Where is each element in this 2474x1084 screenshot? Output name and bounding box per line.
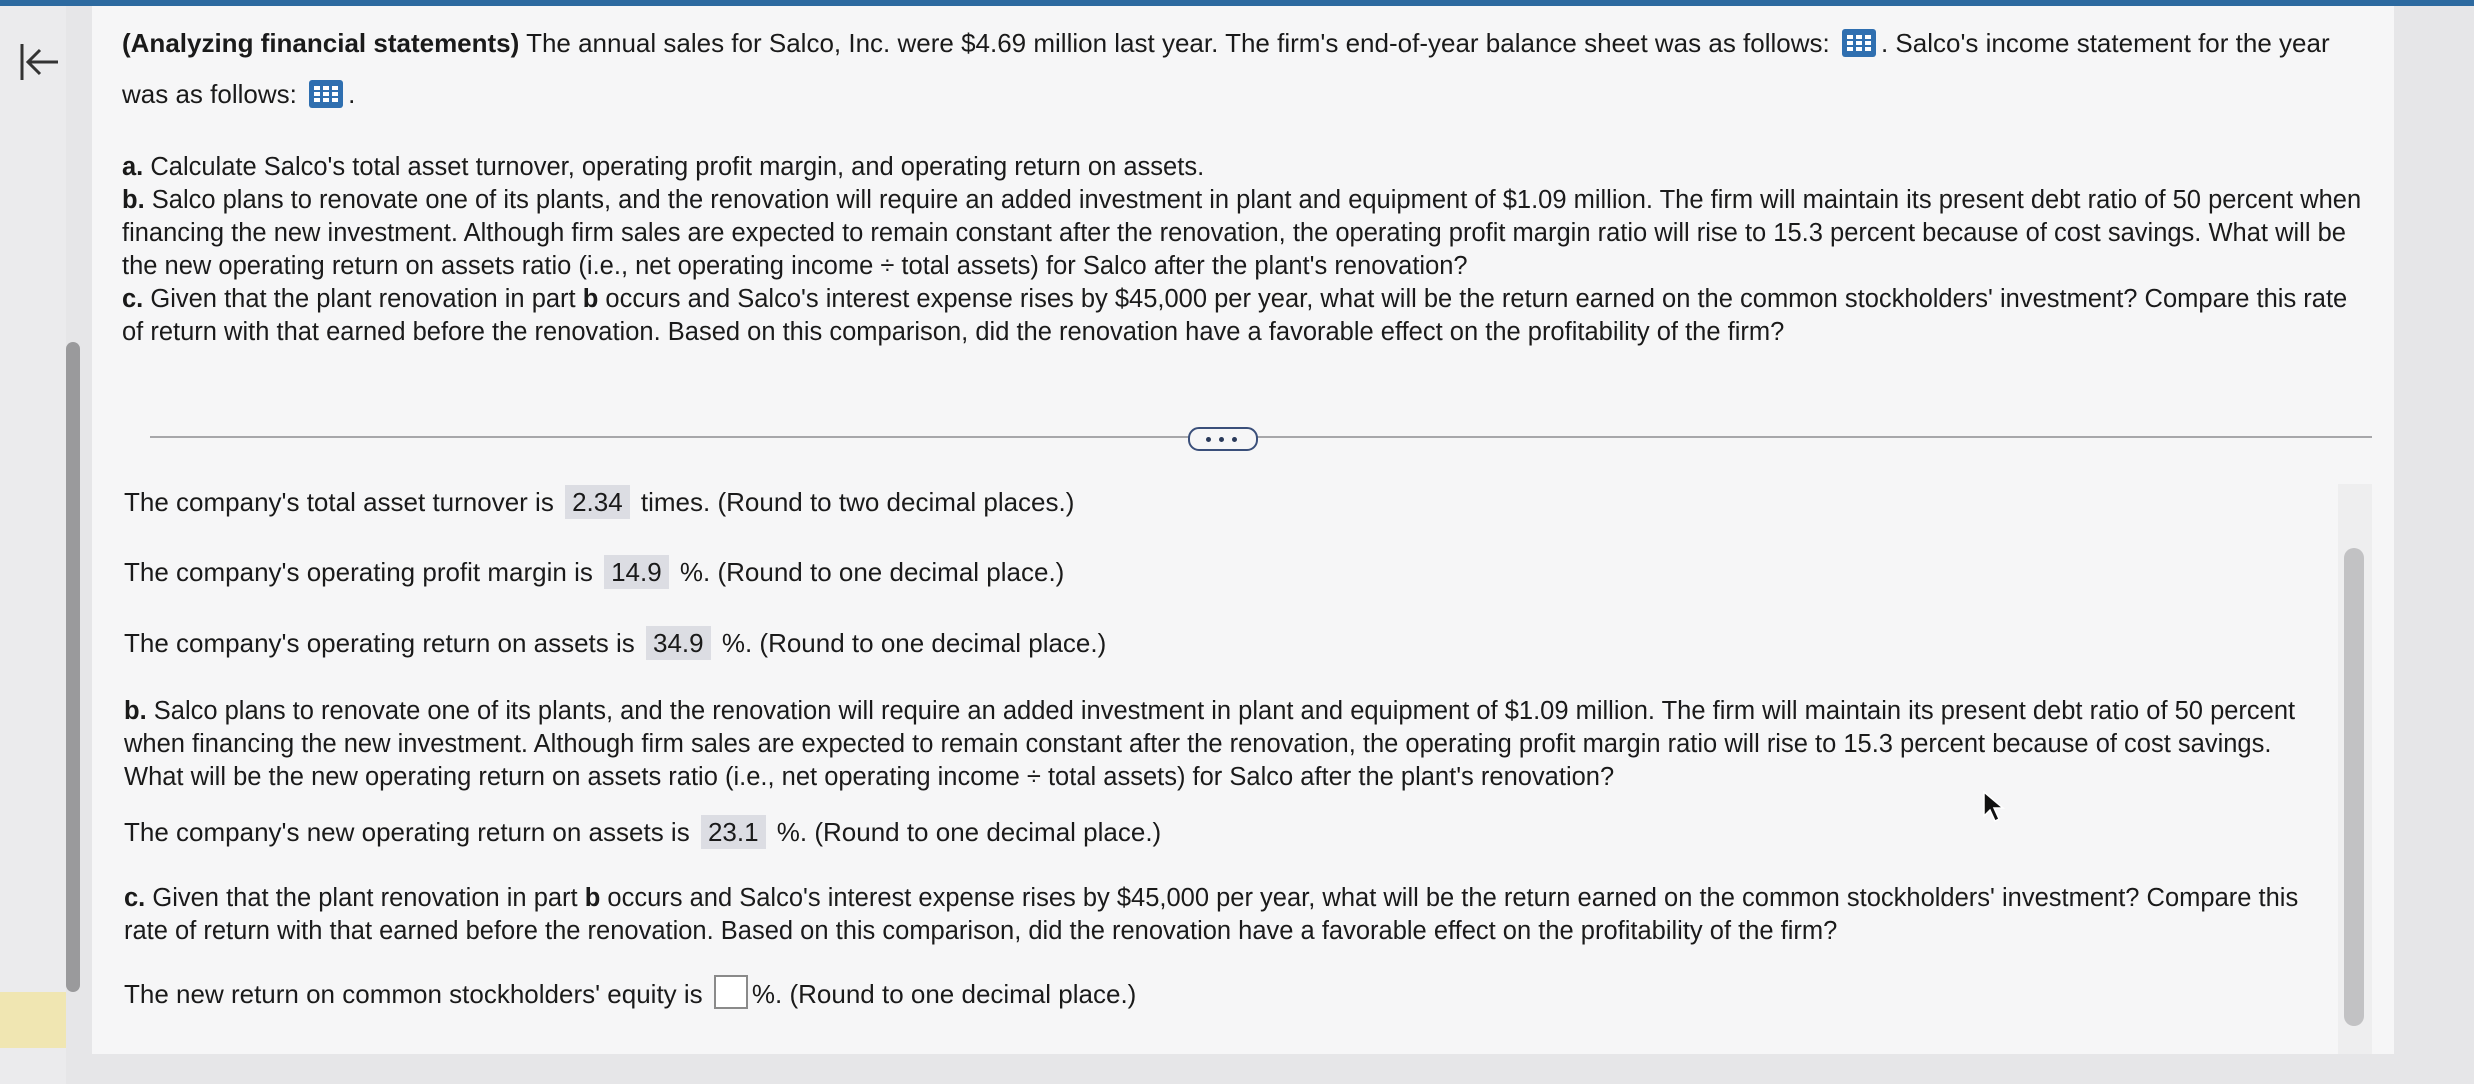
question-b (122, 184, 2362, 283)
section-divider (150, 436, 2372, 438)
answer-turnover-prefix: The company's total asset turnover is (124, 487, 562, 517)
answer-roe-prefix: The new return on common stockholders' equity is (124, 979, 710, 1009)
answer-roa-suffix: %. (Round to one decimal place.) (714, 628, 1107, 658)
answer-turnover (124, 485, 1074, 519)
turnover-answer-field[interactable]: 2.34 (565, 485, 630, 519)
intro-text-2: . Salco's income statement for the year (1880, 28, 2330, 58)
answer-margin-suffix: %. (Round to one decimal place.) (672, 557, 1065, 587)
question-c-text-2: occurs and Salco's interest expense rises by $45,000 per year, what will be the return earned on the common stockholders' investment? Compare this rate of return with that earned before the renovation. Based on this comparison, did the renovation have a favorable effect on the profitability of the firm? (122, 285, 2348, 346)
answer-margin (124, 555, 1064, 589)
question-c-part-ref: b (582, 285, 599, 313)
left-rail-highlight (0, 992, 66, 1048)
answer-part-c-text-2: occurs and Salco's interest expense rises by $45,000 per year, what will be the return earned on the common stockholders' investment? Compare this rate of return with that earned before the renovation. Based on this comparison, did the renovation have a favorable effect on the profitability of the firm? (124, 884, 2299, 945)
intro-line-2 (122, 78, 355, 111)
intro-title: (Analyzing financial statements) (122, 28, 520, 58)
left-rail (0, 6, 66, 1084)
question-c-text: Given that the plant renovation in part (143, 285, 583, 313)
answer-new-roa-suffix: %. (Round to one decimal place.) (769, 817, 1162, 847)
question-a-text: Calculate Salco's total asset turnover, operating profit margin, and operating return on assets. (143, 153, 1205, 181)
question-b-text: Salco plans to renovate one of its plants, and the renovation will require an added investment in plant and equipment of $1.09 million. The firm will maintain its present debt ratio of 50 percent when financing the new investment. Although firm sales are expected to remain constant after the renovation, the operating profit margin ratio will rise to 15.3 percent because of cost savings. What will be the new operating return on assets ratio (i.e., net operating income ÷ total assets) for Salco after the plant's renovation? (122, 186, 2362, 280)
answer-roe (124, 975, 1136, 1011)
roa-answer-field[interactable]: 34.9 (646, 626, 711, 660)
answer-roa (124, 626, 1106, 660)
right-scrollbar-thumb[interactable] (2344, 548, 2364, 1026)
intro-line2-text: was as follows: (122, 79, 305, 109)
intro-line-1 (122, 27, 2330, 60)
question-c (122, 283, 2362, 349)
collapse-left-icon[interactable] (14, 36, 66, 88)
answer-turnover-suffix: times. (Round to two decimal places.) (633, 487, 1075, 517)
question-b-label: b. (122, 186, 145, 214)
question-a (122, 151, 2362, 184)
answer-roa-prefix: The company's operating return on assets is (124, 628, 643, 658)
expand-more-button[interactable] (1188, 427, 1258, 451)
answer-part-c (124, 882, 2334, 948)
question-c-label: c. (122, 285, 144, 313)
balance-sheet-table-icon[interactable] (1841, 28, 1877, 58)
answer-part-c-part-ref: b (584, 884, 601, 912)
left-scrollbar[interactable] (66, 342, 80, 992)
answer-part-c-label: c. (124, 884, 146, 912)
answer-new-roa (124, 815, 1161, 849)
margin-answer-field[interactable]: 14.9 (604, 555, 669, 589)
answer-part-b-text: Salco plans to renovate one of its plants, and the renovation will require an added investment in plant and equipment of $1.09 million. The firm will maintain its present debt ratio of 50 percent when financing the new investment. Although firm sales are expected to remain constant after the renovation, the operating profit margin ratio will rise to 15.3 percent because of cost savings. What will be the new operating return on assets ratio (i.e., net operating income ÷ total assets) for Salco after the plant's renovation? (124, 697, 2296, 791)
mouse-cursor-icon (1982, 790, 2008, 824)
answer-margin-prefix: The company's operating profit margin is (124, 557, 601, 587)
question-a-label: a. (122, 153, 144, 181)
answer-part-b-label: b. (124, 697, 147, 725)
answer-part-b (124, 695, 2334, 794)
answer-part-c-text: Given that the plant renovation in part (145, 884, 585, 912)
income-statement-table-icon[interactable] (308, 79, 344, 109)
answer-roe-suffix: %. (Round to one decimal place.) (751, 979, 1137, 1009)
new-roa-answer-field[interactable]: 23.1 (701, 815, 766, 849)
answer-new-roa-prefix: The company's new operating return on assets is (124, 817, 697, 847)
intro-text: The annual sales for Salco, Inc. were $4.69 million last year. The firm's end-of-year balance sheet was as follows: (519, 28, 1837, 58)
roe-input-box[interactable] (714, 975, 748, 1009)
intro-end: . (348, 79, 356, 109)
